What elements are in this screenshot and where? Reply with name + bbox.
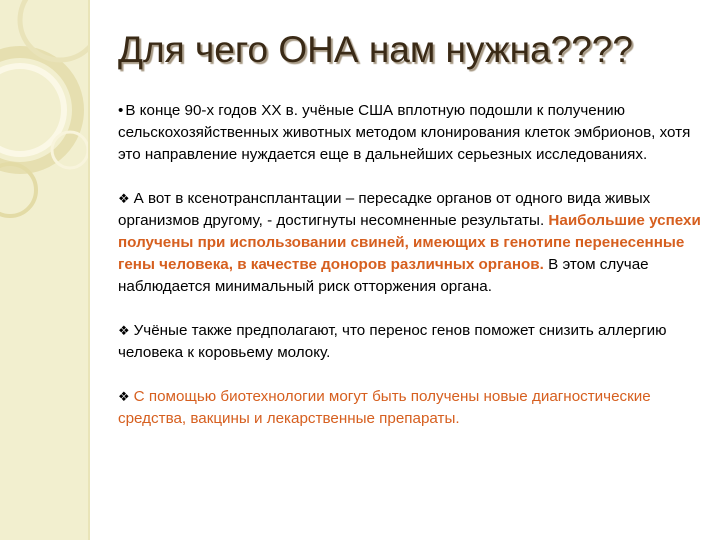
paragraph-text: Учёные также предполагают, что перенос генов поможет снизить аллергию человека к коровьему молоку. [118, 322, 667, 361]
highlighted-text: Наибольшие успехи получены при использовании свиней, имеющих в генотипе перенесенные гены человека, в качестве доноров различных органов. [118, 212, 701, 273]
paragraph-cloning [118, 100, 713, 166]
slide-content [118, 100, 713, 452]
paragraph-text: С помощью биотехнологии могут быть получены новые диагностические средства, вакцины и лекарственные препараты. [118, 388, 651, 427]
decorative-sidebar [0, 0, 88, 540]
sidebar-divider [88, 0, 90, 540]
decorative-circles [0, 0, 88, 540]
slide-title: Для чего ОНА нам нужна???? [118, 29, 633, 70]
paragraph-text: А вот в ксенотрансплантации – пересадке органов от одного вида живых организмов другому, - достигнуты несомненные результаты. [118, 190, 651, 229]
paragraph-text: В конце 90-х годов XX в. учёные США вплотную подошли к получению сельскохозяйственных животных методом клонирования клеток эмбрионов, хотя это направление нуждается еще в дальнейших серьезных исследованиях. [118, 102, 691, 163]
paragraph-biotechnology [118, 386, 713, 430]
paragraph-xenotransplantation [118, 188, 713, 298]
paragraph-allergy [118, 320, 713, 364]
bullet-dot-icon: • [118, 102, 124, 119]
diamond-bullet-icon: ❖ [118, 389, 130, 404]
diamond-bullet-icon: ❖ [118, 323, 130, 338]
diamond-bullet-icon: ❖ [118, 191, 130, 206]
paragraph-text: В этом случае наблюдается минимальный риск отторжения органа. [118, 256, 649, 295]
